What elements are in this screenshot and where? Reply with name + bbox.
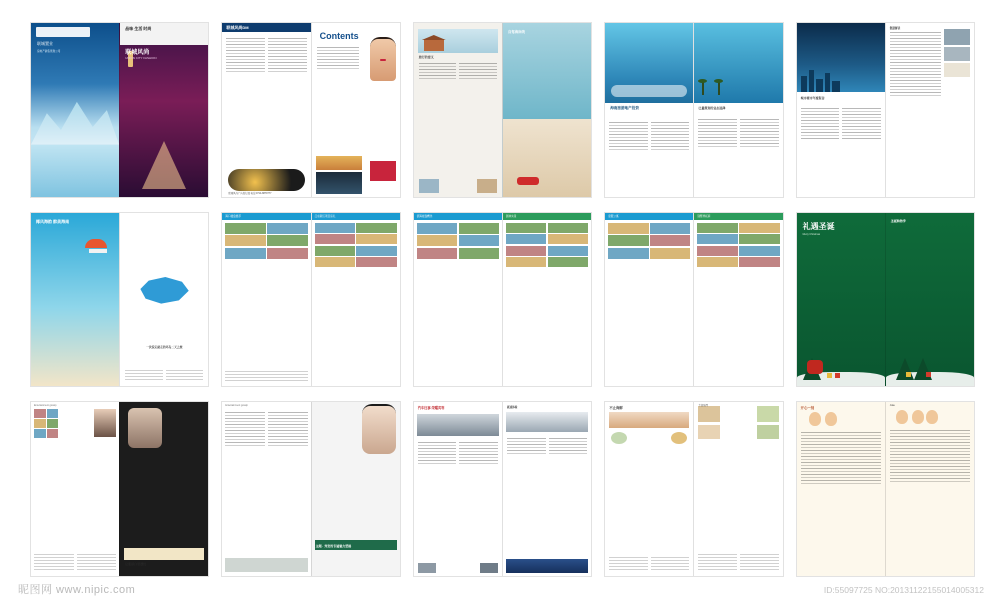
hero-image xyxy=(605,23,693,103)
body-text xyxy=(507,436,587,456)
photo-thumb xyxy=(315,234,355,244)
photo-thumb xyxy=(225,558,307,572)
photo-thumb xyxy=(608,223,648,234)
body-text xyxy=(609,555,689,572)
santa-icon xyxy=(807,360,823,374)
food-thumb xyxy=(316,156,362,170)
spread-travel-feature[interactable] xyxy=(413,22,592,198)
photo-thumb xyxy=(459,248,499,259)
car-graphic xyxy=(517,177,539,185)
photo-thumb xyxy=(480,563,498,573)
car-hero-image xyxy=(417,414,499,436)
article-title: 自驾海岸线 xyxy=(508,30,525,34)
beach-chair-graphic xyxy=(89,249,107,253)
photo-thumb xyxy=(739,257,779,267)
page-left[interactable] xyxy=(797,23,885,197)
article-subtitle: Merry Christmas xyxy=(802,232,821,236)
page-left[interactable] xyxy=(222,23,310,197)
page-left[interactable] xyxy=(605,402,693,576)
photo-thumb xyxy=(697,246,737,256)
running-head: Entertainment gossip xyxy=(34,404,57,408)
page-left[interactable] xyxy=(797,402,885,576)
headline: 汽车往事:荣耀宾利 xyxy=(417,406,445,411)
body-text xyxy=(609,120,689,152)
watermark-left: 昵图网 www.nipic.com xyxy=(18,584,136,596)
article-title: 数据解读 xyxy=(889,27,901,30)
hainan-map-graphic xyxy=(138,275,190,305)
photo-thumb xyxy=(34,429,46,438)
photo-thumb xyxy=(739,246,779,256)
page-left[interactable] xyxy=(797,213,885,387)
photo-thumb xyxy=(417,235,457,246)
photo-thumb xyxy=(548,257,588,267)
sea-image xyxy=(503,23,591,119)
portrait-image xyxy=(128,408,162,448)
photo-thumb xyxy=(418,563,436,573)
food-photo xyxy=(698,425,720,439)
body-text xyxy=(34,552,116,572)
photo-thumb xyxy=(356,246,396,256)
page-title: 联城风尚DM xyxy=(226,25,249,30)
photo-thumb xyxy=(650,248,690,259)
headline: 让肌肤白里透红 xyxy=(125,562,147,566)
contents-list xyxy=(317,45,359,71)
body-text xyxy=(225,369,307,383)
building-shape xyxy=(801,76,807,92)
body-text xyxy=(418,440,498,466)
building-shape xyxy=(832,81,840,92)
photo-grid xyxy=(315,223,397,268)
food-photo xyxy=(698,406,720,422)
spread-hainan-island-travel[interactable] xyxy=(30,212,209,388)
photo-thumb xyxy=(267,248,307,259)
headline: 不止海鲜 xyxy=(609,406,623,411)
palm-tree-icon xyxy=(718,81,720,95)
photo-thumb xyxy=(47,409,59,418)
page-title: 度假公寓 xyxy=(608,214,619,218)
palm-leaf-icon xyxy=(698,79,707,83)
page-left[interactable] xyxy=(222,213,310,387)
photo-thumb xyxy=(356,257,396,267)
cartoon-face-icon xyxy=(809,412,821,426)
christmas-tree-icon xyxy=(896,358,914,380)
page-right[interactable] xyxy=(693,213,782,387)
body-text xyxy=(890,30,941,98)
spread-contents[interactable] xyxy=(221,22,400,198)
spread-cover-union-city-fashion[interactable] xyxy=(30,22,209,198)
page-footer: 联城风尚广告发行部 电话:0714-8879777 xyxy=(228,191,272,195)
photo-thumb xyxy=(608,235,648,246)
photo-thumb xyxy=(225,248,265,259)
cartoon-face-icon xyxy=(912,410,924,424)
spread-property-listing-c[interactable] xyxy=(604,212,783,388)
food-photo xyxy=(609,412,689,428)
body-text xyxy=(419,61,497,81)
advert-banner xyxy=(124,548,204,560)
photo-grid xyxy=(608,223,690,259)
contents-title: Contents xyxy=(319,31,359,41)
page-right[interactable] xyxy=(502,23,591,197)
logo xyxy=(36,27,90,37)
page-right[interactable] xyxy=(502,402,591,576)
page-left[interactable] xyxy=(31,23,119,197)
photo-grid xyxy=(506,223,588,268)
photo-thumb xyxy=(697,257,737,267)
page-right[interactable] xyxy=(311,402,400,576)
photo-grid xyxy=(697,223,779,268)
page-left[interactable] xyxy=(414,402,502,576)
photo-thumb xyxy=(267,223,307,234)
page-title: 江东新区项目巡礼 xyxy=(314,214,336,218)
body-text xyxy=(698,117,778,149)
building-shape xyxy=(809,70,814,92)
photo-thumb xyxy=(315,257,355,267)
body-text xyxy=(801,430,881,486)
running-head: 美食地图 xyxy=(698,404,708,408)
map-caption: 一次说走就走的环岛二天之旅 xyxy=(146,344,183,349)
spread-grid xyxy=(30,22,975,577)
photo-thumb xyxy=(650,223,690,234)
page-right[interactable] xyxy=(885,213,974,387)
photo-thumb xyxy=(506,246,546,256)
page-title: 海口楼盘推荐 xyxy=(225,214,241,218)
food-photo xyxy=(757,406,779,422)
page-right[interactable] xyxy=(693,402,782,576)
photo-thumb xyxy=(267,235,307,246)
photo-thumb xyxy=(459,223,499,234)
cartoon-face-icon xyxy=(825,412,837,426)
page-right[interactable] xyxy=(885,402,974,576)
page-right[interactable] xyxy=(119,213,208,387)
article-title: 礼遇圣诞 xyxy=(802,221,835,231)
gift-icon xyxy=(906,372,911,377)
feature-image xyxy=(228,169,304,191)
page-right[interactable] xyxy=(311,213,400,387)
spread-beauty-feature[interactable] xyxy=(221,401,400,577)
photo-thumb xyxy=(417,248,457,259)
headline: 开心一刻 xyxy=(800,406,815,411)
sand-image xyxy=(503,119,591,197)
spread-city-market-report[interactable] xyxy=(796,22,975,198)
photo-thumb xyxy=(739,234,779,244)
photo-thumb xyxy=(477,179,497,193)
body-text xyxy=(890,428,970,484)
page-left[interactable] xyxy=(414,213,502,387)
photo-thumb xyxy=(47,419,59,428)
photo-thumb xyxy=(417,223,457,234)
photo-mosaic xyxy=(34,409,58,438)
spread-humor-column[interactable] xyxy=(796,401,975,577)
page-title: 园林实景 xyxy=(506,214,517,218)
photo-thumb xyxy=(739,223,779,233)
photo-grid xyxy=(225,223,307,259)
photo-thumb xyxy=(548,223,588,233)
photo-thumb xyxy=(548,234,588,244)
portrait-image xyxy=(362,406,396,454)
page-right[interactable] xyxy=(885,23,974,197)
article-title: 城市楼市年度报告 xyxy=(800,95,825,100)
body-text xyxy=(125,368,203,382)
portrait-garment xyxy=(370,161,396,181)
article-title: 旅行的意义 xyxy=(418,55,434,59)
photo-thumb xyxy=(356,234,396,244)
photo-thumb xyxy=(608,248,648,259)
body-text xyxy=(698,552,778,572)
portrait-lips xyxy=(380,59,386,61)
photo-grid xyxy=(417,223,499,259)
article-title: 海南旅游地产投资 xyxy=(610,106,639,111)
running-head: Joke xyxy=(889,404,895,408)
photo-thumb xyxy=(697,223,737,233)
spread-food-feature[interactable] xyxy=(604,401,783,577)
car-hero-image xyxy=(506,412,588,432)
hut-graphic xyxy=(424,39,444,51)
photo-thumb xyxy=(356,223,396,233)
page-title: 滨海楼盘精选 xyxy=(416,214,433,218)
building-shape xyxy=(816,79,823,92)
photo-thumb xyxy=(697,234,737,244)
cover-subtitle: UNION CITY FASHION xyxy=(125,56,157,60)
article-title: 圣诞购物季 xyxy=(890,218,906,223)
gift-icon xyxy=(926,372,931,377)
chart-thumb xyxy=(944,63,970,77)
building-shape xyxy=(825,73,830,92)
hero-image xyxy=(694,23,782,103)
band-kicker: 品味 生活 时尚 xyxy=(125,26,152,31)
spread-auto-feature[interactable] xyxy=(413,401,592,577)
water-graphic xyxy=(31,145,119,197)
spread-star-interview[interactable] xyxy=(30,401,209,577)
body-text xyxy=(226,36,306,74)
page-right[interactable] xyxy=(311,23,400,197)
page-title: 别墅样板间 xyxy=(697,214,711,218)
photo-thumb xyxy=(315,223,355,233)
photo-thumb xyxy=(506,257,546,267)
cartoon-face-icon xyxy=(926,410,938,424)
photo-thumb xyxy=(506,234,546,244)
spread-christmas-feature[interactable] xyxy=(796,212,975,388)
headline: 主题 · 秀发的专属魅力型格 xyxy=(315,544,352,548)
pool-graphic xyxy=(611,85,687,97)
photo-thumb xyxy=(459,235,499,246)
running-head: Entertainment gossip xyxy=(225,404,248,408)
body-text xyxy=(801,106,881,141)
spread-property-listing-b[interactable] xyxy=(413,212,592,388)
photo-thumb xyxy=(506,223,546,233)
palm-leaf-icon xyxy=(714,79,723,83)
page-right[interactable] xyxy=(502,213,591,387)
palm-tree-icon xyxy=(702,81,704,95)
car-photo-band xyxy=(506,559,588,573)
cartoon-face-icon xyxy=(896,410,908,424)
page-right[interactable] xyxy=(693,23,782,197)
photo-thumb xyxy=(225,223,265,234)
photo-thumb xyxy=(944,29,970,45)
food-photo xyxy=(671,432,687,444)
glass-tower-graphic xyxy=(142,141,186,189)
page-left[interactable] xyxy=(605,213,693,387)
umbrella-graphic xyxy=(85,239,107,248)
photo-thumb xyxy=(944,47,970,61)
car-thumb xyxy=(316,172,362,194)
page-left[interactable] xyxy=(414,23,502,197)
page-left[interactable] xyxy=(222,402,310,576)
portrait-image xyxy=(94,409,116,437)
watermark-id: ID:55097725 NO:20131122155014005312 xyxy=(823,585,984,595)
mountain-graphic xyxy=(31,92,119,144)
photo-thumb xyxy=(34,419,46,428)
photo-thumb xyxy=(47,429,59,438)
page-left[interactable] xyxy=(31,402,119,576)
gift-icon xyxy=(835,373,840,378)
food-photo xyxy=(611,432,627,444)
page-left[interactable] xyxy=(31,213,119,387)
gift-icon xyxy=(827,373,832,378)
article-title: 已量规划的业态选择 xyxy=(698,106,726,111)
spread-property-listing-a[interactable] xyxy=(221,212,400,388)
city-skyline-image xyxy=(797,23,885,92)
cover-title: 联城置业 xyxy=(37,41,53,46)
cover-subtitle: 房地产销售策划公司 xyxy=(37,50,61,53)
photo-thumb xyxy=(315,246,355,256)
spread-hainan-resort-investment[interactable] xyxy=(604,22,783,198)
page-right[interactable] xyxy=(119,23,208,197)
photo-thumb xyxy=(34,409,46,418)
photo-thumb xyxy=(548,246,588,256)
article-title: 椰风海韵 醉美海南 xyxy=(36,218,70,224)
page-right[interactable] xyxy=(119,402,208,576)
body-text xyxy=(225,410,307,448)
headline: 极速体验 xyxy=(507,406,518,410)
photo-thumb xyxy=(419,179,439,193)
photo-thumb xyxy=(650,235,690,246)
cover-title: 联城风尚 xyxy=(125,50,150,56)
food-photo xyxy=(757,425,779,439)
page-left[interactable] xyxy=(605,23,693,197)
photo-thumb xyxy=(225,235,265,246)
